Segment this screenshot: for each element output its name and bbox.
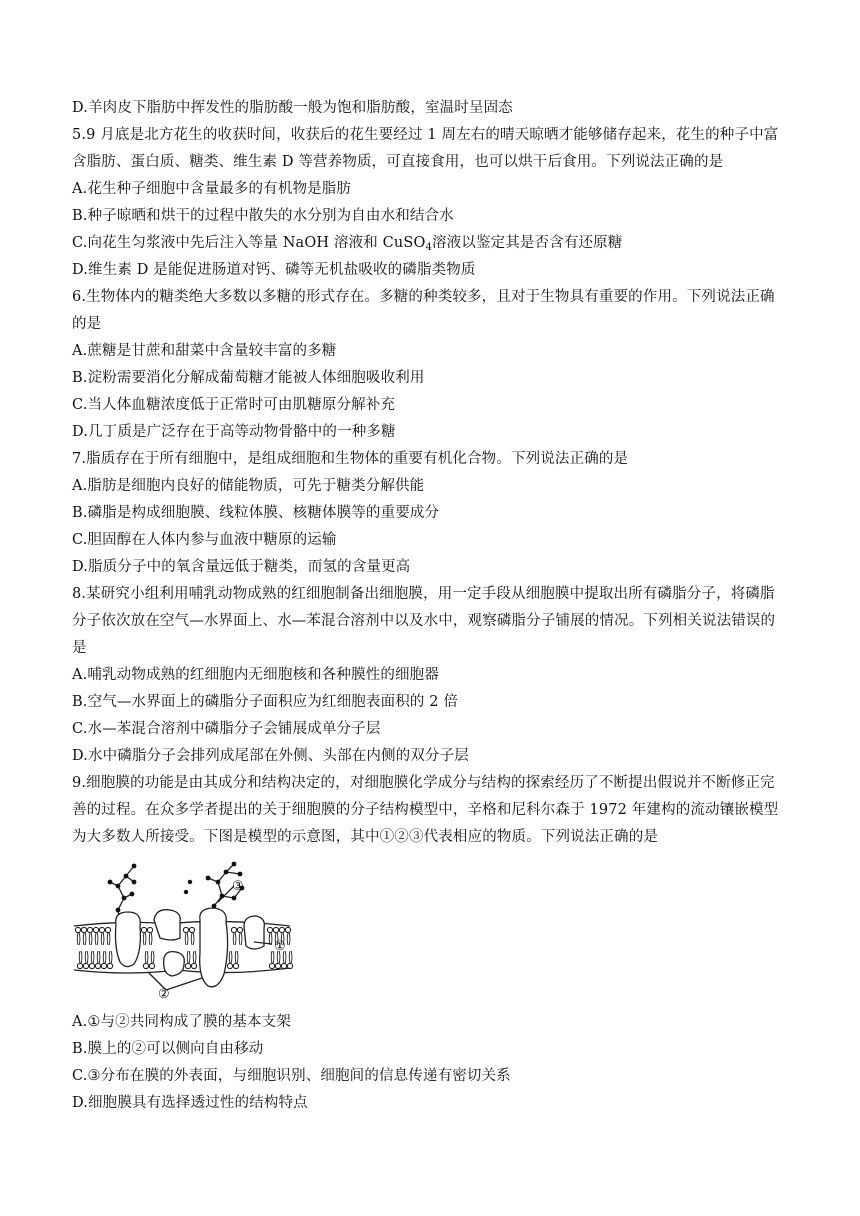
phospholipid-head <box>75 927 80 932</box>
phospholipid-head <box>149 963 154 968</box>
q8-option-b: B.空气—水界面上的磷脂分子面积应为红细胞表面积的 2 倍 <box>72 694 459 710</box>
phospholipid-head <box>81 927 86 932</box>
q6-option-c: C.当人体血糖浓度低于正常时可由肌糖原分解补充 <box>72 397 396 413</box>
phospholipid-head <box>279 927 284 932</box>
q9-option-b: B.膜上的②可以侧向自由移动 <box>72 1041 264 1057</box>
label-circled-3: ③ <box>232 879 244 894</box>
phospholipid-tail <box>239 933 242 945</box>
q5-stem-line-1: 5.9 月底是北方花生的收获时间，收获后的花生要经过 1 周左右的晴天晾晒才能够储存起来，花生的种子中富 <box>72 127 779 143</box>
phospholipid-head <box>237 927 242 932</box>
phospholipid-tail <box>83 933 86 945</box>
q5-option-c-pre: C.向花生匀浆液中先后注入等量 NaOH 溶液和 CuSO <box>72 235 426 251</box>
phospholipid-tail <box>103 951 106 963</box>
q5-option-b: B.种子晾晒和烘干的过程中散失的水分别为自由水和结合水 <box>72 208 454 224</box>
q6-stem-line-2: 的是 <box>72 316 102 332</box>
phospholipid-head <box>233 963 238 968</box>
q8-stem-line-3: 是 <box>72 640 87 656</box>
q7-stem: 7.脂质存在于所有细胞中，是组成细胞和生物体的重要有机化合物。下列说法正确的是 <box>72 451 629 467</box>
q7-option-b: B.磷脂是构成细胞膜、线粒体膜、核糖体膜等的重要成分 <box>72 505 440 521</box>
phospholipid-head <box>105 927 110 932</box>
phospholipid-tail <box>109 951 112 963</box>
q7-option-a: A.脂肪是细胞内良好的储能物质，可先于糖类分解供能 <box>72 478 425 494</box>
phospholipid-head <box>285 927 290 932</box>
q7-option-c: C.胆固醇在人体内参与血液中糖原的运输 <box>72 532 337 548</box>
membrane-model-figure <box>68 852 300 1002</box>
phospholipid-head <box>95 963 100 968</box>
phospholipid-head <box>269 963 274 968</box>
q5-option-d: D.维生素 D 是能促进肠道对钙、磷等无机盐吸收的磷脂类物质 <box>72 262 476 278</box>
q4-option-d: D.羊肉皮下脂肪中挥发性的脂肪酸一般为饱和脂肪酸，室温时呈固态 <box>72 100 513 116</box>
q9-stem-line-3: 为大多数人所接受。下图是模型的示意图，其中①②③代表相应的物质。下列说法正确的是 <box>72 829 658 845</box>
label-circled-2: ② <box>158 987 170 1002</box>
phospholipid-tail <box>287 933 290 945</box>
phospholipid-head <box>273 927 278 932</box>
phospholipid-tail <box>107 933 110 945</box>
q6-option-b: B.淀粉需要消化分解成葡萄糖才能被人体细胞吸收利用 <box>72 370 425 386</box>
phospholipid-head <box>227 963 232 968</box>
q9-stem-line-1: 9.细胞膜的功能是由其成分和结构决定的，对细胞膜化学成分与结构的探索经历了不断提出假说并不断修正完 <box>72 775 775 791</box>
phospholipid-head <box>101 963 106 968</box>
q5-option-c-sub: 4 <box>425 242 432 253</box>
phospholipid-head <box>185 963 190 968</box>
phospholipid-head <box>143 963 148 968</box>
phospholipid-tail <box>191 933 194 945</box>
phospholipid-head <box>287 963 292 968</box>
q9-option-c: C.③分布在膜的外表面，与细胞识别、细胞间的信息传递有密切关系 <box>72 1068 511 1084</box>
phospholipid-head <box>87 927 92 932</box>
phospholipid-tail <box>185 933 188 945</box>
q7-option-d: D.脂质分子中的氧含量远低于糖类，而氢的含量更高 <box>72 559 411 575</box>
q5-stem-line-2: 含脂肪、蛋白质、糖类、维生素 D 等营养物质，可直接食用，也可以烘干后食用。下列说法正确的是 <box>72 154 724 170</box>
q6-stem-line-1: 6.生物体内的糖类绝大多数以多糖的形式存在。多糖的种类较多，且对于生物具有重要的作用。下列说法正确 <box>72 289 775 305</box>
phospholipid-tail <box>235 951 238 963</box>
phospholipid-tail <box>151 951 154 963</box>
phospholipid-head <box>281 963 286 968</box>
phospholipid-tail <box>143 933 146 945</box>
phospholipid-tail <box>149 933 152 945</box>
q8-stem-line-2: 分子依次放在空气—水界面上、水—苯混合溶剂中以及水中，观察磷脂分子铺展的情况。下列相关说法错误的 <box>72 613 776 629</box>
q9-option-a: A.①与②共同构成了膜的基本支架 <box>72 1014 291 1030</box>
phospholipid-head <box>147 927 152 932</box>
fluid-mosaic-diagram <box>68 852 300 1002</box>
q5-option-a: A.花生种子细胞中含量最多的有机物是脂肪 <box>72 181 352 197</box>
q6-option-d: D.几丁质是广泛存在于高等动物骨骼中的一种多糖 <box>72 424 396 440</box>
q5-option-c <box>72 233 802 253</box>
phospholipid-tail <box>91 951 94 963</box>
phospholipid-head <box>275 963 280 968</box>
phospholipid-head <box>141 927 146 932</box>
q8-stem-line-1: 8.某研究小组利用哺乳动物成熟的红细胞制备出细胞膜，用一定手段从细胞膜中提取出所有磷脂分子，将磷脂 <box>72 586 775 602</box>
q5-option-c-post: 溶液以鉴定其是否含有还原糖 <box>432 235 623 251</box>
q8-option-a: A.哺乳动物成熟的红细胞内无细胞核和各种膜性的细胞器 <box>72 667 439 683</box>
q9-stem-line-2: 善的过程。在众多学者提出的关于细胞膜的分子结构模型中，辛格和尼科尔森于 1972 年建构的流动镶嵌模型 <box>72 802 779 818</box>
phospholipid-head <box>191 963 196 968</box>
phospholipid-tail <box>145 951 148 963</box>
phospholipid-tail <box>85 951 88 963</box>
phospholipid-tail <box>97 951 100 963</box>
phospholipid-tail <box>187 951 190 963</box>
phospholipid-head <box>267 927 272 932</box>
phospholipid-tail <box>193 951 196 963</box>
phospholipid-tail <box>79 951 82 963</box>
phospholipid-tail <box>233 933 236 945</box>
phospholipid-tail <box>101 933 104 945</box>
phospholipid-head <box>183 927 188 932</box>
phospholipid-tail <box>229 951 232 963</box>
phospholipid-tail <box>95 933 98 945</box>
phospholipid-head <box>107 963 112 968</box>
q6-option-a: A.蔗糖是甘蔗和甜菜中含量较丰富的多糖 <box>72 343 337 359</box>
phospholipid-head <box>231 927 236 932</box>
phospholipid-head <box>77 963 82 968</box>
q9-option-d: D.细胞膜具有选择透过性的结构特点 <box>72 1095 308 1111</box>
q8-option-d: D.水中磷脂分子会排列成尾部在外侧、头部在内侧的双分子层 <box>72 748 469 764</box>
phospholipid-head <box>99 927 104 932</box>
phospholipid-head <box>89 963 94 968</box>
phospholipid-tail <box>77 933 80 945</box>
phospholipid-tail <box>89 933 92 945</box>
phospholipid-head <box>189 927 194 932</box>
label-circled-1: ① <box>274 939 286 954</box>
q8-option-c: C.水—苯混合溶剂中磷脂分子会铺展成单分子层 <box>72 721 381 737</box>
phospholipid-head <box>83 963 88 968</box>
phospholipid-head <box>93 927 98 932</box>
phospholipid-tail <box>289 951 292 963</box>
